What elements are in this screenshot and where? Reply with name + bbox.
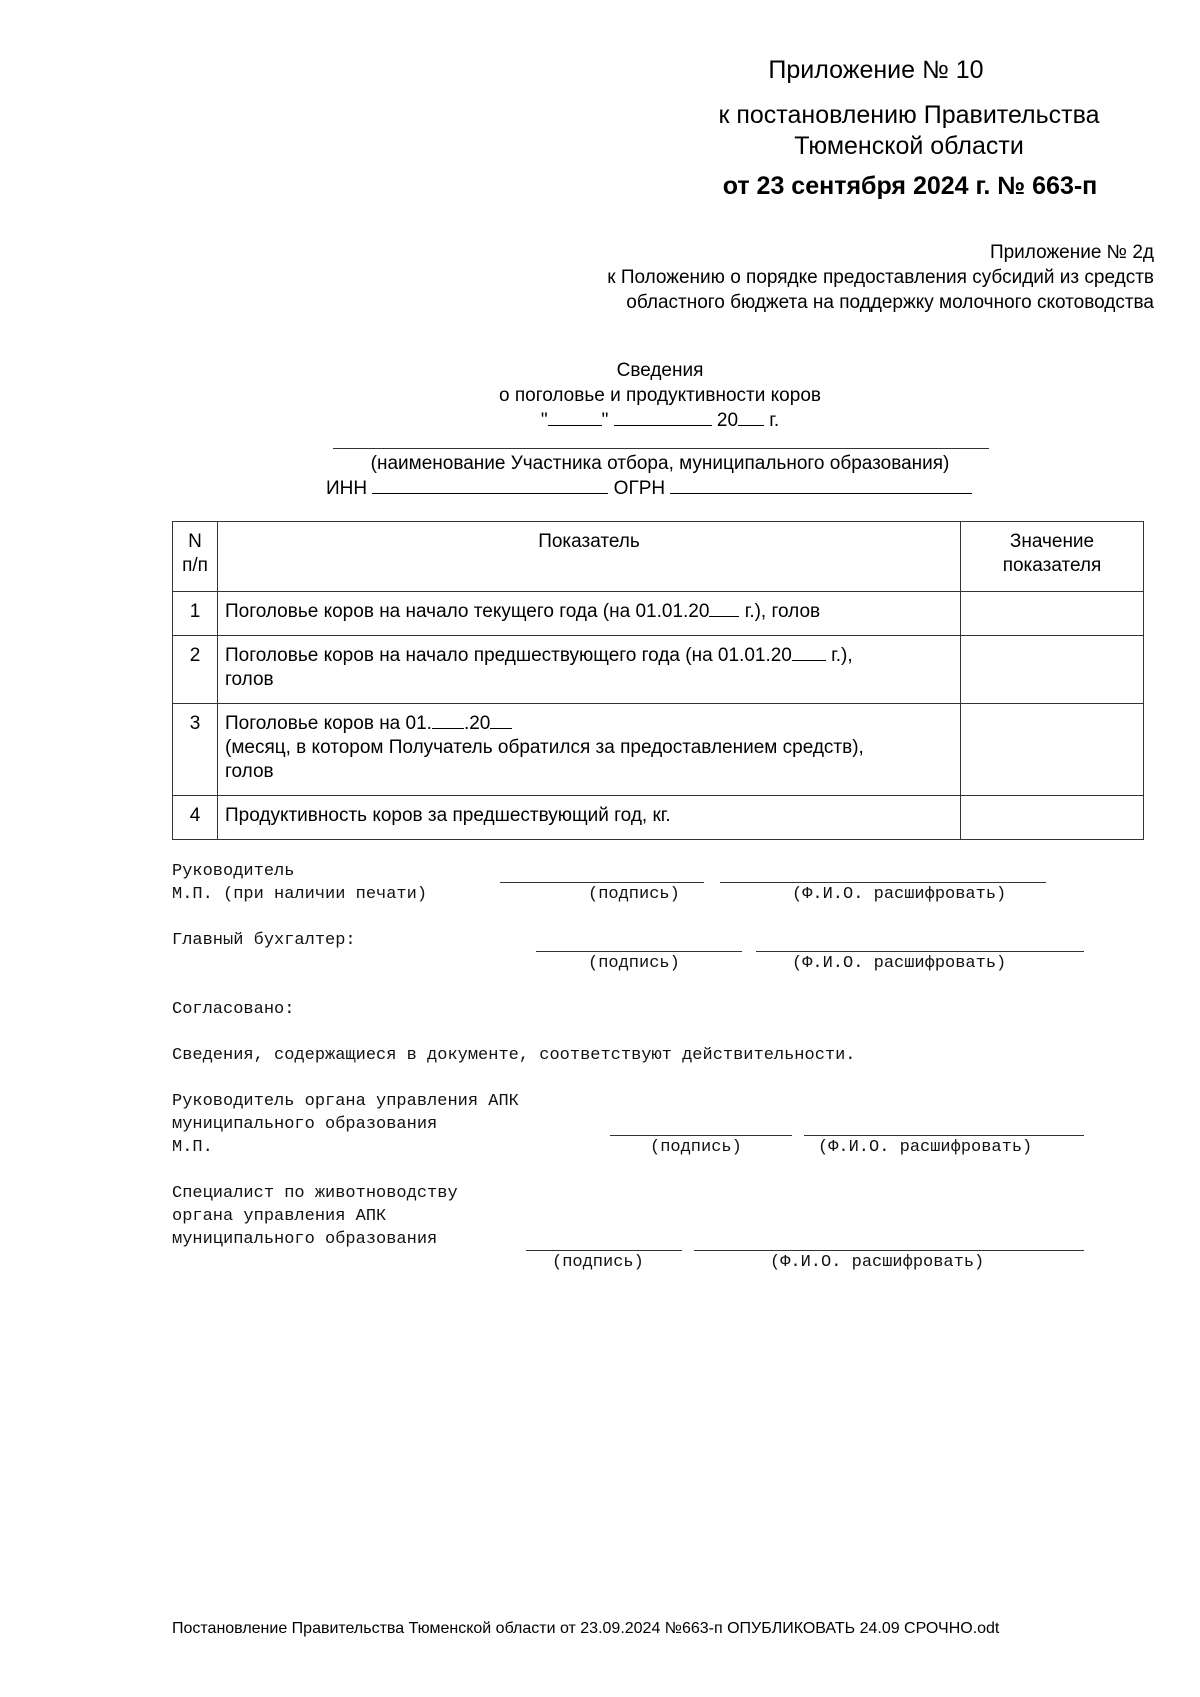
col-header-value: Значение показателя — [961, 522, 1144, 592]
apk-head-line-2: муниципального образования — [172, 1115, 438, 1134]
title-date-row: " " 20 г. — [540, 410, 780, 431]
col-header-num: N п/п — [173, 522, 218, 592]
accuracy-statement: Сведения, содержащиеся в документе, соответствуют действительности. — [172, 1046, 856, 1065]
chief-accountant-label: Главный бухгалтер: — [172, 931, 356, 950]
specialist-line-3: муниципального образования — [172, 1230, 438, 1249]
year-blank — [709, 600, 739, 617]
appendix-10-title: Приложение № 10 — [768, 56, 984, 84]
apk-head-signature-line[interactable] — [610, 1135, 792, 1136]
resolution-date: от 23 сентября 2024 г. № 663-п — [722, 172, 1098, 200]
livestock-table — [172, 521, 1144, 840]
signature-caption: (подпись) — [588, 954, 680, 973]
year-blank — [792, 644, 826, 661]
resolution-line-1: к постановлению Правительства — [718, 101, 1100, 129]
head-fio-line[interactable] — [720, 882, 1046, 883]
day-blank — [548, 409, 602, 426]
resolution-line-2: Тюменской области — [794, 132, 1024, 160]
col-header-indicator: Показатель — [218, 522, 961, 592]
apk-head-fio-line[interactable] — [804, 1135, 1084, 1136]
row-2-value-cell[interactable] — [961, 636, 1144, 704]
agreed-label: Согласовано: — [172, 1000, 295, 1019]
row-1-num: 1 — [173, 592, 218, 636]
month-blank — [432, 712, 464, 729]
fio-caption: (Ф.И.О. расшифровать) — [770, 1253, 985, 1272]
table-row — [173, 636, 1144, 704]
participant-name-line — [333, 448, 989, 449]
fio-caption: (Ф.И.О. расшифровать) — [818, 1138, 1033, 1157]
row-3-value-cell[interactable] — [961, 704, 1144, 796]
row-4-num: 4 — [173, 796, 218, 840]
inn-blank — [372, 477, 608, 494]
inn-ogrn-row — [326, 476, 1026, 501]
month-blank — [614, 409, 712, 426]
row-4-indicator: Продуктивность коров за предшествующий год, кг. — [218, 796, 961, 840]
head-signature-line[interactable] — [500, 882, 704, 883]
resolution-reference — [684, 100, 1134, 162]
inn-label: ИНН — [326, 478, 368, 499]
row-2-num: 2 — [173, 636, 218, 704]
appendix-2d-block — [454, 240, 1154, 315]
row-1-value-cell[interactable] — [961, 592, 1144, 636]
signature-caption: (подпись) — [552, 1253, 644, 1272]
head-label: Руководитель — [172, 862, 295, 881]
document-footer: Постановление Правительства Тюменской области от 23.09.2024 №663-п ОПУБЛИКОВАТЬ 24.09 СРОЧНО.odt — [172, 1620, 1000, 1637]
ogrn-blank — [670, 477, 972, 494]
table-row — [173, 704, 1144, 796]
apk-head-line-1: Руководитель органа управления АПК — [172, 1092, 519, 1111]
specialist-line-2: органа управления АПК — [172, 1207, 387, 1226]
document-title — [320, 358, 1000, 433]
specialist-fio-line[interactable] — [694, 1250, 1084, 1251]
signature-caption: (подпись) — [588, 885, 680, 904]
table-header-row — [173, 522, 1144, 592]
stamp-label: М.П. (при наличии печати) — [172, 885, 428, 904]
specialist-line-1: Специалист по животноводству — [172, 1184, 458, 1203]
specialist-signature-line[interactable] — [526, 1250, 682, 1251]
title-line-2: о поголовье и продуктивности коров — [499, 385, 821, 406]
appendix-2d-title: Приложение № 2д — [989, 242, 1154, 263]
appendix-2d-line-1: к Положению о порядке предоставления субсидий из средств — [607, 267, 1154, 288]
participant-caption: (наименование Участника отбора, муниципального образования) — [370, 453, 950, 474]
accountant-signature-line[interactable] — [536, 951, 742, 952]
signature-caption: (подпись) — [650, 1138, 742, 1157]
fio-caption: (Ф.И.О. расшифровать) — [792, 885, 1007, 904]
year-blank — [738, 409, 764, 426]
row-4-value-cell[interactable] — [961, 796, 1144, 840]
table-row — [173, 592, 1144, 636]
ogrn-label: ОГРН — [613, 478, 666, 499]
accountant-fio-line[interactable] — [756, 951, 1084, 952]
row-1-indicator: Поголовье коров на начало текущего года (на 01.01.20 г.), голов — [218, 592, 961, 636]
title-line-1: Сведения — [616, 360, 704, 381]
fio-caption: (Ф.И.О. расшифровать) — [792, 954, 1007, 973]
row-3-num: 3 — [173, 704, 218, 796]
row-2-indicator: Поголовье коров на начало предшествующего года (на 01.01.20 г.), голов — [218, 636, 961, 704]
table-row — [173, 796, 1144, 840]
appendix-2d-line-2: областного бюджета на поддержку молочного скотоводства — [626, 292, 1154, 313]
apk-head-line-3: М.П. — [172, 1138, 213, 1157]
year-blank — [490, 712, 512, 729]
row-3-indicator: Поголовье коров на 01. .20 (месяц, в котором Получатель обратился за предоставлением средств), голов — [218, 704, 961, 796]
